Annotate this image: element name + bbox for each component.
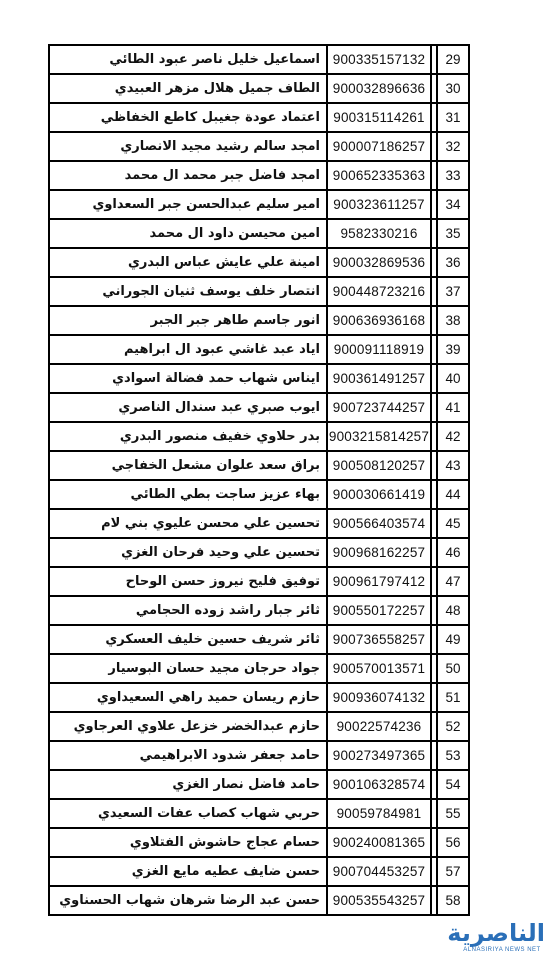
table-row <box>49 596 469 625</box>
table-row <box>49 625 469 654</box>
table-row <box>49 422 469 451</box>
sequence-number-cell: 51 <box>437 683 469 712</box>
id-number-cell: 900030661419 <box>327 480 431 509</box>
sequence-number-cell: 54 <box>437 770 469 799</box>
id-number-cell: 900273497365 <box>327 741 431 770</box>
table-row <box>49 567 469 596</box>
name-cell: حسن ضايف عطيه مايع الغزي <box>49 857 327 886</box>
id-number-cell: 900704453257 <box>327 857 431 886</box>
table-row <box>49 74 469 103</box>
logo-subtitle: ALNASIRIYA NEWS NET <box>463 947 541 953</box>
name-cell: حسن عبد الرضا شرهان شهاب الحسناوي <box>49 886 327 915</box>
name-cell: اعتماد عودة جغيبل كاطع الخفاظي <box>49 103 327 132</box>
sequence-number-cell: 50 <box>437 654 469 683</box>
id-number-cell: 900936074132 <box>327 683 431 712</box>
id-number-cell: 900091118919 <box>327 335 431 364</box>
sequence-number-cell: 46 <box>437 538 469 567</box>
table-row <box>49 857 469 886</box>
sequence-number-cell: 38 <box>437 306 469 335</box>
id-number-cell: 900508120257 <box>327 451 431 480</box>
roster-table <box>48 44 470 916</box>
name-cell: انور جاسم طاهر جبر الجبر <box>49 306 327 335</box>
name-cell: امين محيسن داود ال محمد <box>49 219 327 248</box>
id-number-cell: 900961797412 <box>327 567 431 596</box>
id-number-cell: 900570013571 <box>327 654 431 683</box>
name-cell: اياد عبد غاشي عبود ال ابراهيم <box>49 335 327 364</box>
sequence-number-cell: 52 <box>437 712 469 741</box>
table-row <box>49 451 469 480</box>
sequence-number-cell: 48 <box>437 596 469 625</box>
id-number-cell: 9003215814257 <box>327 422 431 451</box>
table-row <box>49 480 469 509</box>
sequence-number-cell: 45 <box>437 509 469 538</box>
name-cell: امير سليم عبدالحسن جبر السعداوي <box>49 190 327 219</box>
name-cell: اسماعيل خليل ناصر عبود الطائي <box>49 45 327 74</box>
table-row <box>49 190 469 219</box>
sequence-number-cell: 47 <box>437 567 469 596</box>
sequence-number-cell: 35 <box>437 219 469 248</box>
id-number-cell: 900636936168 <box>327 306 431 335</box>
id-number-cell: 900652335363 <box>327 161 431 190</box>
id-number-cell: 900723744257 <box>327 393 431 422</box>
id-number-cell: 90022574236 <box>327 712 431 741</box>
table-row <box>49 799 469 828</box>
table-row <box>49 741 469 770</box>
table-row <box>49 538 469 567</box>
name-cell: جواد حرجان مجيد حسان البوسيار <box>49 654 327 683</box>
sequence-number-cell: 36 <box>437 248 469 277</box>
name-cell: ثائر جبار راشد زوده الحجامي <box>49 596 327 625</box>
name-cell: حسام عجاج حاشوش الفتلاوي <box>49 828 327 857</box>
sequence-number-cell: 32 <box>437 132 469 161</box>
table-row <box>49 161 469 190</box>
sequence-number-cell: 55 <box>437 799 469 828</box>
id-number-cell: 900007186257 <box>327 132 431 161</box>
sequence-number-cell: 41 <box>437 393 469 422</box>
name-cell: ثائر شريف حسين خليف العسكري <box>49 625 327 654</box>
table-row <box>49 132 469 161</box>
id-number-cell: 90059784981 <box>327 799 431 828</box>
table-row <box>49 103 469 132</box>
name-cell: حازم ريسان حميد راهي السعيداوي <box>49 683 327 712</box>
table-row <box>49 219 469 248</box>
name-cell: حربي شهاب كصاب عفات السعيدي <box>49 799 327 828</box>
sequence-number-cell: 37 <box>437 277 469 306</box>
logo-text: الناصرية <box>447 919 545 947</box>
name-cell: حامد جعفر شدود الابراهيمي <box>49 741 327 770</box>
site-logo-watermark <box>447 919 545 956</box>
table-row <box>49 683 469 712</box>
name-cell: بهاء عزيز ساجت بطي الطائي <box>49 480 327 509</box>
sequence-number-cell: 30 <box>437 74 469 103</box>
name-cell: حامد فاضل نصار الغزي <box>49 770 327 799</box>
table-row <box>49 828 469 857</box>
name-cell: براق سعد علوان مشعل الخفاجي <box>49 451 327 480</box>
sequence-number-cell: 31 <box>437 103 469 132</box>
sequence-number-cell: 57 <box>437 857 469 886</box>
id-number-cell: 900240081365 <box>327 828 431 857</box>
id-number-cell: 9582330216 <box>327 219 431 248</box>
name-cell: بدر حلاوي خفيف منصور البدري <box>49 422 327 451</box>
id-number-cell: 900361491257 <box>327 364 431 393</box>
name-cell: ايناس شهاب حمد فضالة اسوادي <box>49 364 327 393</box>
sequence-number-cell: 49 <box>437 625 469 654</box>
table-row <box>49 335 469 364</box>
sequence-number-cell: 40 <box>437 364 469 393</box>
sequence-number-cell: 34 <box>437 190 469 219</box>
sequence-number-cell: 33 <box>437 161 469 190</box>
name-cell: امينة علي عايش عباس البدري <box>49 248 327 277</box>
id-number-cell: 900448723216 <box>327 277 431 306</box>
id-number-cell: 900968162257 <box>327 538 431 567</box>
table-row <box>49 45 469 74</box>
sequence-number-cell: 56 <box>437 828 469 857</box>
sequence-number-cell: 53 <box>437 741 469 770</box>
id-number-cell: 900550172257 <box>327 596 431 625</box>
id-number-cell: 900736558257 <box>327 625 431 654</box>
table-row <box>49 393 469 422</box>
id-number-cell: 900032896636 <box>327 74 431 103</box>
sequence-number-cell: 43 <box>437 451 469 480</box>
table-row <box>49 248 469 277</box>
name-cell: انتصار خلف يوسف ثنيان الجوراني <box>49 277 327 306</box>
table-row <box>49 364 469 393</box>
table-row <box>49 770 469 799</box>
sequence-number-cell: 44 <box>437 480 469 509</box>
table-row <box>49 306 469 335</box>
id-number-cell: 900032869536 <box>327 248 431 277</box>
table-row <box>49 509 469 538</box>
id-number-cell: 900323611257 <box>327 190 431 219</box>
id-number-cell: 900566403574 <box>327 509 431 538</box>
sequence-number-cell: 58 <box>437 886 469 915</box>
name-cell: ايوب صبري عبد سندال الناصري <box>49 393 327 422</box>
table-row <box>49 277 469 306</box>
name-cell: تحسين علي وحيد فرحان الغزي <box>49 538 327 567</box>
id-number-cell: 900335157132 <box>327 45 431 74</box>
name-cell: توفيق فليح نيروز حسن الوحاح <box>49 567 327 596</box>
id-number-cell: 900315114261 <box>327 103 431 132</box>
name-cell: الطاف جميل هلال مزهر العبيدي <box>49 74 327 103</box>
sequence-number-cell: 29 <box>437 45 469 74</box>
name-cell: حازم عبدالخضر خزعل علاوي العرجاوي <box>49 712 327 741</box>
name-cell: تحسين علي محسن عليوي بني لام <box>49 509 327 538</box>
table-row <box>49 712 469 741</box>
table-row <box>49 654 469 683</box>
table-row <box>49 886 469 915</box>
id-number-cell: 900106328574 <box>327 770 431 799</box>
name-cell: امجد فاضل جبر محمد ال محمد <box>49 161 327 190</box>
id-number-cell: 900535543257 <box>327 886 431 915</box>
sequence-number-cell: 42 <box>437 422 469 451</box>
name-cell: امجد سالم رشيد مجيد الانصاري <box>49 132 327 161</box>
sequence-number-cell: 39 <box>437 335 469 364</box>
roster-body <box>49 45 469 915</box>
